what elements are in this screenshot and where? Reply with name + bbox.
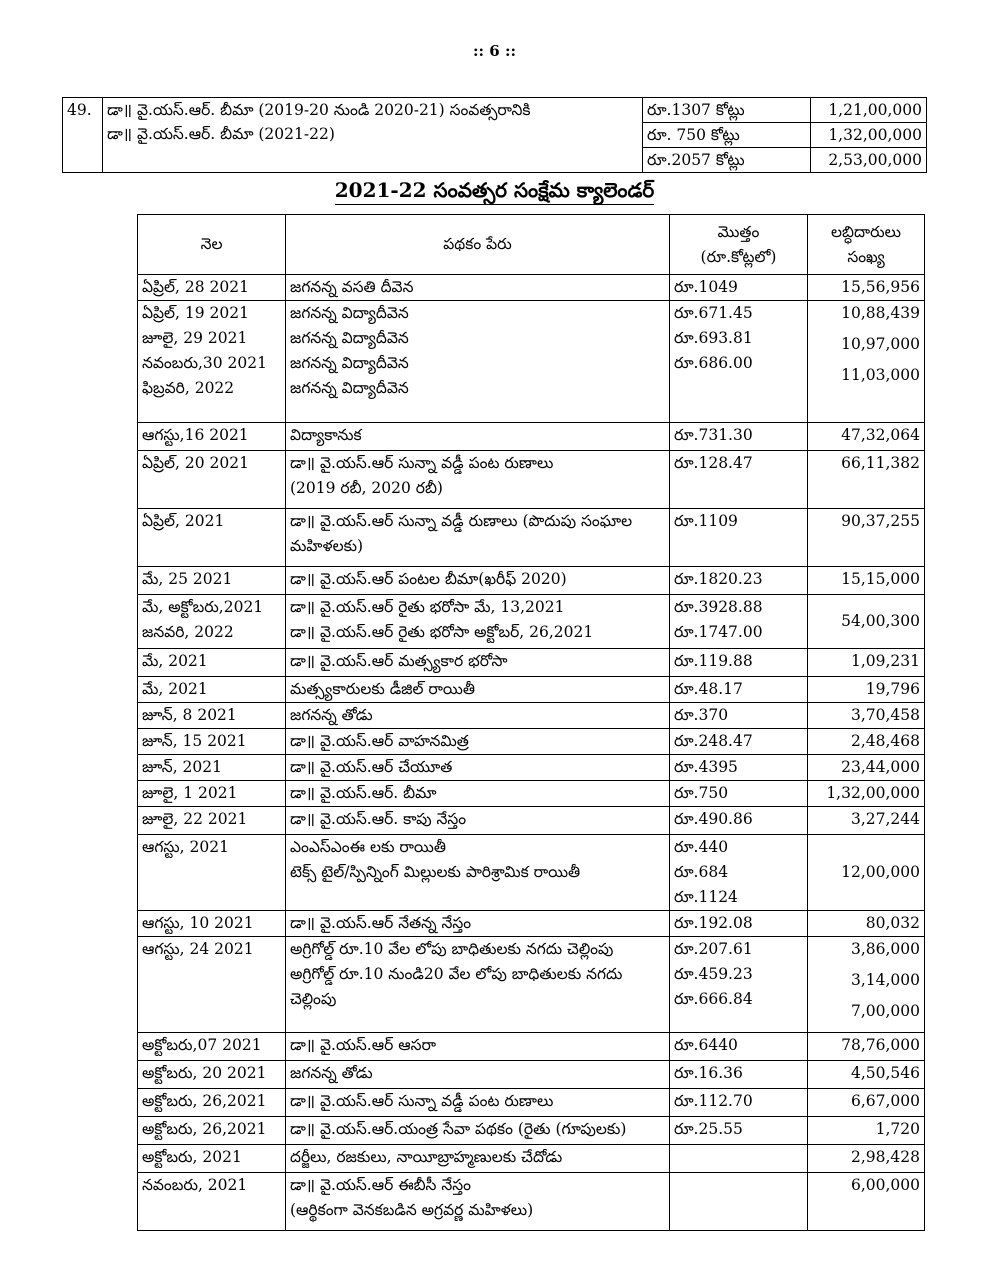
cell-line: అక్టోబరు, 26,2021 — [142, 1120, 267, 1138]
beneficiary-count-cell — [808, 703, 925, 729]
scheme-cell — [286, 1061, 670, 1089]
cell-line: మే, 2021 — [142, 652, 208, 670]
cell-line: రూ.684 — [674, 863, 729, 881]
cell-line: రూ.490.86 — [674, 810, 753, 828]
table-row — [138, 1173, 925, 1231]
amount-cell — [670, 509, 808, 567]
cell-line: డా॥ వై.యస్.ఆర్ సున్నా వడ్డీ పంట రుణాలు — [290, 454, 554, 472]
month-cell — [138, 1089, 286, 1117]
count-cell: 1,32,00,000 — [811, 123, 927, 148]
beneficiary-count-cell — [808, 423, 925, 451]
cell-line: డా॥ వై.యస్.ఆర్ వాహనమిత్ర — [290, 732, 469, 750]
table-row — [138, 755, 925, 781]
cell-line: ఆగస్టు, 2021 — [142, 838, 229, 856]
scheme-cell — [286, 835, 670, 911]
cell-line: దర్జీలు, రజకులు, నాయీబ్రాహ్మణులకు చేదోడు — [290, 1148, 563, 1166]
amount-cell — [670, 729, 808, 755]
table-row — [138, 451, 925, 509]
header-month: నెల — [138, 215, 286, 275]
cell-line: ఆగస్టు, 24 2021 — [142, 940, 254, 958]
beneficiary-count-cell — [808, 781, 925, 807]
beneficiary-count-cell — [808, 1061, 925, 1089]
month-cell — [138, 781, 286, 807]
scheme-cell — [286, 649, 670, 677]
amount-cell — [670, 1145, 808, 1173]
top-table — [62, 97, 927, 173]
month-cell — [138, 755, 286, 781]
cell-line: ఏప్రిల్, 28 2021 — [142, 278, 249, 296]
table-row — [138, 1117, 925, 1145]
scheme-cell — [286, 595, 670, 649]
cell-line: జగనన్న తోడు — [290, 1064, 373, 1082]
count-value: 80,032 — [865, 914, 920, 932]
count-value: 3,70,458 — [850, 706, 920, 724]
scheme-cell — [286, 301, 670, 423]
table-row — [138, 703, 925, 729]
cell-line: జగనన్న విద్యాదీవెన — [290, 304, 409, 322]
count-value: 1,720 — [875, 1120, 920, 1138]
beneficiary-count-cell — [808, 911, 925, 937]
scheme-cell — [286, 567, 670, 595]
amount-cell — [670, 423, 808, 451]
amount-cell — [670, 567, 808, 595]
cell-line: ఆగస్టు, 10 2021 — [142, 914, 254, 932]
cell-line: రూ.119.88 — [674, 652, 753, 670]
page-number: :: 6 :: — [472, 42, 517, 60]
scheme-cell — [286, 509, 670, 567]
month-cell — [138, 509, 286, 567]
cell-line: జూన్, 2021 — [142, 758, 222, 776]
table-row — [138, 1033, 925, 1061]
amount-cell — [670, 677, 808, 703]
cell-line: రూ.370 — [674, 706, 729, 724]
cell-line: డా॥ వై.యస్.ఆర్ సున్నా వడ్డీ పంట రుణాలు — [290, 1092, 554, 1110]
cell-line: రూ.440 — [674, 838, 729, 856]
count-value: 23,44,000 — [841, 758, 920, 776]
amount-cell — [670, 451, 808, 509]
count-value: 15,56,956 — [841, 278, 920, 296]
cell-line: ఫిబ్రవరి, 2022 — [142, 379, 235, 397]
table-row — [138, 807, 925, 835]
cell-line: మే, అక్టోబరు,2021 — [142, 598, 264, 616]
month-cell — [138, 703, 286, 729]
cell-line: డా॥ వై.యస్.ఆర్. కాపు నేస్తం — [290, 810, 467, 828]
header-amount: మొత్తం (రూ.కోట్లలో) — [670, 215, 808, 275]
cell-line: జగనన్న తోడు — [290, 706, 373, 724]
cell-line: జగనన్న విద్యాదీవెన — [290, 354, 409, 372]
count-value: 3,27,244 — [850, 810, 920, 828]
count-value: 11,03,000 — [841, 366, 920, 384]
amount-cell — [670, 1061, 808, 1089]
count-value: 2,48,468 — [850, 732, 920, 750]
month-cell — [138, 677, 286, 703]
cell-line: రూ.750 — [674, 784, 729, 802]
beneficiary-count-cell — [808, 1117, 925, 1145]
count-value: 12,00,000 — [841, 863, 920, 881]
cell-line: జగనన్న విద్యాదీవెన — [290, 329, 409, 347]
header-row — [138, 215, 925, 275]
amount-cell — [670, 911, 808, 937]
scheme-cell — [286, 937, 670, 1033]
cell-line: రూ.693.81 — [674, 329, 753, 347]
welfare-calendar-table — [137, 214, 925, 1231]
cell-line: రూ.16.36 — [674, 1064, 743, 1082]
count-value: 3,14,000 — [850, 971, 920, 989]
scheme-cell — [286, 1145, 670, 1173]
scheme-cell — [286, 781, 670, 807]
cell-line: చెల్లింపు — [290, 990, 337, 1008]
month-cell — [138, 595, 286, 649]
month-cell — [138, 451, 286, 509]
cell-line: డా॥ వై.యస్.ఆర్ రైతు భరోసా అక్టోబర్, 26,2021 — [290, 623, 594, 641]
count-cell: 2,53,00,000 — [811, 148, 927, 173]
cell-line: విద్యాకానుక — [290, 426, 362, 444]
scheme-cell — [286, 677, 670, 703]
beneficiary-count-cell — [808, 835, 925, 911]
amount-cell: రూ.1307 కోట్లు — [643, 98, 811, 123]
count-value: 10,88,439 — [841, 304, 920, 322]
count-value: 15,15,000 — [841, 570, 920, 588]
beneficiary-count-cell — [808, 509, 925, 567]
cell-line: అగ్రిగోల్డ్ రూ.10 నుండి20 వేల లోపు బాధితులకు నగదు — [290, 965, 623, 983]
scheme-cell — [286, 1089, 670, 1117]
cell-line: టెక్స్ టైల్/స్పిన్నింగ్ మిల్లులకు పారిశ్రామిక రాయితీ — [290, 863, 581, 881]
count-value: 6,00,000 — [850, 1176, 920, 1194]
cell-line: ఎంఎస్ఎంఈ లకు రాయితీ — [290, 838, 446, 856]
table-row — [138, 1061, 925, 1089]
cell-line: మహిళలకు) — [290, 537, 364, 555]
month-cell — [138, 729, 286, 755]
table-row — [138, 595, 925, 649]
scheme-cell — [286, 807, 670, 835]
beneficiary-count-cell — [808, 807, 925, 835]
cell-line: డా॥ వై.యస్.ఆర్ చేయూత — [290, 758, 453, 776]
scheme-cell — [286, 275, 670, 301]
month-cell — [138, 567, 286, 595]
month-cell — [138, 423, 286, 451]
cell-line: డా॥ వై.యస్.ఆర్ సున్నా వడ్డీ రుణాలు (పొదుపు సంఘాల — [290, 512, 633, 530]
scheme-cell — [286, 729, 670, 755]
cell-line: రూ.248.47 — [674, 732, 753, 750]
beneficiary-count-cell — [808, 451, 925, 509]
cell-line: డా॥ వై.యస్.ఆర్ పంటల బీమా(ఖరీఫ్ 2020) — [290, 570, 567, 588]
cell-line: డా॥ వై.యస్.ఆర్ మత్స్యకార భరోసా — [290, 652, 508, 670]
cell-line: (2019 రబీ, 2020 రబీ) — [290, 479, 443, 497]
cell-line: డా॥ వై.యస్.ఆర్ ఈబీసీ నేస్తం — [290, 1176, 471, 1194]
beneficiary-count-cell — [808, 595, 925, 649]
amount-cell — [670, 1089, 808, 1117]
scheme-cell — [286, 911, 670, 937]
cell-line: రూ.25.55 — [674, 1120, 743, 1138]
month-cell — [138, 911, 286, 937]
month-cell — [138, 649, 286, 677]
cell-line: రూ.112.70 — [674, 1092, 753, 1110]
calendar-title: 2021-22 సంవత్సర సంక్షేమ క్యాలెండర్ — [0, 178, 989, 207]
scheme-cell — [286, 1173, 670, 1231]
cell-line: ఏప్రిల్, 19 2021 — [142, 304, 249, 322]
cell-line: ఏప్రిల్, 2021 — [142, 512, 225, 530]
table-row — [138, 275, 925, 301]
table-row — [138, 781, 925, 807]
cell-line: జూలై, 29 2021 — [142, 329, 248, 347]
cell-line: జూన్, 8 2021 — [142, 706, 237, 724]
amount-cell: రూ. 750 కోట్లు — [643, 123, 811, 148]
cell-line: రూ.1109 — [674, 512, 738, 530]
cell-line: (ఆర్థికంగా వెనకబడిన అగ్రవర్ణ మహిళలు) — [290, 1201, 534, 1219]
cell-line: జూన్, 15 2021 — [142, 732, 247, 750]
scheme-line: డా॥ వై.యస్.ఆర్. బీమా (2021-22) — [107, 125, 335, 143]
beneficiary-count-cell — [808, 729, 925, 755]
scheme-cell — [286, 1117, 670, 1145]
cell-line: డా॥ వై.యస్.ఆర్ నేతన్న నేస్తం — [290, 914, 472, 932]
count-value: 1,32,00,000 — [826, 784, 920, 802]
count-value: 66,11,382 — [841, 454, 920, 472]
beneficiary-count-cell — [808, 275, 925, 301]
month-cell — [138, 835, 286, 911]
count-value: 47,32,064 — [841, 426, 920, 444]
count-value: 7,00,000 — [850, 1002, 920, 1020]
month-cell — [138, 1117, 286, 1145]
amount-cell — [670, 703, 808, 729]
amount-cell — [670, 301, 808, 423]
amount-cell — [670, 835, 808, 911]
amount-cell — [670, 1033, 808, 1061]
beneficiary-count-cell — [808, 1145, 925, 1173]
beneficiary-count-cell — [808, 301, 925, 423]
serial-cell: 49. — [63, 98, 103, 173]
amount-cell — [670, 275, 808, 301]
table-row — [138, 509, 925, 567]
cell-line: డా॥ వై.యస్.ఆర్. బీమా — [290, 784, 437, 802]
month-cell — [138, 1033, 286, 1061]
cell-line: రూ.192.08 — [674, 914, 753, 932]
month-cell — [138, 937, 286, 1033]
amount-cell — [670, 781, 808, 807]
cell-line: రూ.459.23 — [674, 965, 753, 983]
table-row — [138, 567, 925, 595]
count-value: 1,09,231 — [850, 652, 920, 670]
amount-cell — [670, 807, 808, 835]
beneficiary-count-cell — [808, 677, 925, 703]
header-scheme: పథకం పేరు — [286, 215, 670, 275]
cell-line: రూ.128.47 — [674, 454, 753, 472]
cell-line: జగనన్న వసతి దీవెన — [290, 278, 414, 296]
scheme-cell — [286, 755, 670, 781]
cell-line: డా॥ వై.యస్.ఆర్ ఆసరా — [290, 1036, 436, 1054]
month-cell — [138, 807, 286, 835]
count-value: 19,796 — [865, 680, 920, 698]
cell-line: అక్టోబరు, 26,2021 — [142, 1092, 267, 1110]
table-row — [138, 835, 925, 911]
count-value: 90,37,255 — [841, 512, 920, 530]
cell-line: రూ.48.17 — [674, 680, 743, 698]
month-cell — [138, 1173, 286, 1231]
beneficiary-count-cell — [808, 1089, 925, 1117]
count-value: 2,98,428 — [850, 1148, 920, 1166]
cell-line: మత్స్యకారులకు డీజిల్ రాయితీ — [290, 680, 475, 698]
scheme-cell — [103, 98, 643, 173]
count-value: 10,97,000 — [841, 335, 920, 353]
month-cell — [138, 1061, 286, 1089]
cell-line: జూలై, 1 2021 — [142, 784, 238, 802]
cell-line: నవంబరు, 2021 — [142, 1176, 248, 1194]
cell-line: రూ.731.30 — [674, 426, 753, 444]
cell-line: రూ.1124 — [674, 888, 738, 906]
count-value: 4,50,546 — [850, 1064, 920, 1082]
table-row — [138, 649, 925, 677]
cell-line: అక్టోబరు, 2021 — [142, 1148, 242, 1166]
amount-cell — [670, 1117, 808, 1145]
cell-line: మే, 2021 — [142, 680, 208, 698]
cell-line: రూ.1049 — [674, 278, 738, 296]
count-value: 6,67,000 — [850, 1092, 920, 1110]
cell-line: రూ.1820.23 — [674, 570, 763, 588]
table-row — [138, 937, 925, 1033]
table-row — [138, 729, 925, 755]
amount-cell — [670, 649, 808, 677]
scheme-cell — [286, 423, 670, 451]
month-cell — [138, 1145, 286, 1173]
cell-line: మే, 25 2021 — [142, 570, 233, 588]
table-row — [138, 1145, 925, 1173]
table-row — [138, 423, 925, 451]
cell-line: నవంబరు,30 2021 — [142, 354, 267, 372]
month-cell — [138, 301, 286, 423]
amount-cell — [670, 755, 808, 781]
table-row — [138, 1089, 925, 1117]
table-row — [138, 911, 925, 937]
amount-cell: రూ.2057 కోట్లు — [643, 148, 811, 173]
cell-line: రూ.686.00 — [674, 354, 753, 372]
count-value: 3,86,000 — [850, 940, 920, 958]
cell-line: రూ.671.45 — [674, 304, 753, 322]
scheme-line: డా॥ వై.యస్.ఆర్. బీమా (2019-20 నుండి 2020-21) సంవత్సరానికి — [107, 101, 531, 119]
count-value: 54,00,300 — [841, 612, 920, 630]
cell-line: జూలై, 22 2021 — [142, 810, 248, 828]
table-row — [138, 677, 925, 703]
cell-line: రూ.6440 — [674, 1036, 738, 1054]
amount-cell — [670, 1173, 808, 1231]
cell-line: రూ.666.84 — [674, 990, 753, 1008]
beneficiary-count-cell — [808, 1173, 925, 1231]
count-value: 78,76,000 — [841, 1036, 920, 1054]
cell-line: జనవరి, 2022 — [142, 623, 234, 641]
amount-cell — [670, 595, 808, 649]
cell-line: జగనన్న విద్యాదీవెన — [290, 379, 409, 397]
cell-line: డా॥ వై.యస్.ఆర్.యంత్ర సేవా పథకం (రైతు (గూపులకు) — [290, 1120, 627, 1138]
amount-cell — [670, 937, 808, 1033]
beneficiary-count-cell — [808, 649, 925, 677]
cell-line: రూ.207.61 — [674, 940, 753, 958]
beneficiary-count-cell — [808, 937, 925, 1033]
cell-line: అక్టోబరు, 20 2021 — [142, 1064, 267, 1082]
header-beneficiaries: లబ్ధిదారులు సంఖ్య — [808, 215, 925, 275]
table-row — [138, 301, 925, 423]
cell-line: ఏప్రిల్, 20 2021 — [142, 454, 249, 472]
cell-line: అక్టోబరు,07 2021 — [142, 1036, 262, 1054]
scheme-cell — [286, 451, 670, 509]
beneficiary-count-cell — [808, 1033, 925, 1061]
cell-line: డా॥ వై.యస్.ఆర్ రైతు భరోసా మే, 13,2021 — [290, 598, 565, 616]
month-cell — [138, 275, 286, 301]
cell-line: రూ.1747.00 — [674, 623, 763, 641]
scheme-cell — [286, 1033, 670, 1061]
beneficiary-count-cell — [808, 567, 925, 595]
scheme-cell — [286, 703, 670, 729]
cell-line: ఆగస్టు,16 2021 — [142, 426, 249, 444]
cell-line: రూ.3928.88 — [674, 598, 763, 616]
beneficiary-count-cell — [808, 755, 925, 781]
cell-line: అగ్రిగోల్డ్ రూ.10 వేల లోపు బాధితులకు నగదు చెల్లింపు — [290, 940, 614, 958]
count-cell: 1,21,00,000 — [811, 98, 927, 123]
cell-line: రూ.4395 — [674, 758, 738, 776]
